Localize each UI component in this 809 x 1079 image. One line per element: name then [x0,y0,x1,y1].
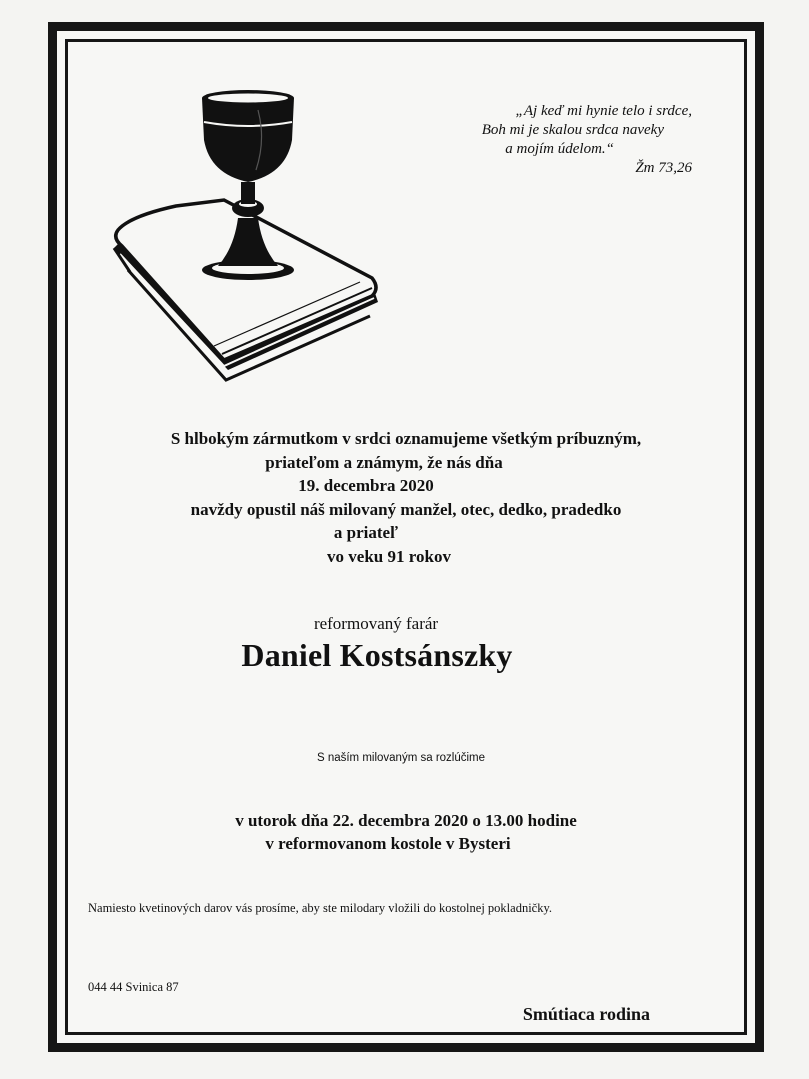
mourning-border [48,22,764,1052]
quote-reference: Žm 73,26 [635,160,692,176]
donation-note: Namiesto kvetinových darov vás prosíme, aby ste milodary vložili do kostolnej pokladničky. [88,901,553,915]
farewell-line: S naším milovaným sa rozlúčime [316,752,486,764]
announcement [68,427,744,568]
inner-border [65,39,747,1035]
deceased-name: Daniel Kostsánszky [241,637,513,673]
announcement-line: priateľom a známym, že nás dňa [265,452,503,472]
quote-line: „Aj keď mi hynie telo i srdce, [515,103,692,119]
announcement-line: navždy opustil náš milovaný manžel, otec, dedko, pradedko [190,499,622,519]
quote-line: Boh mi je skalou srdca naveky [481,122,664,138]
announcement-line: S hlbokým zármutkom v srdci oznamujeme všetkým príbuzným, [170,429,642,448]
signature: Smútiaca rodina [522,1004,650,1024]
service-datetime: v utorok dňa 22. decembra 2020 o 13.00 hodine [235,811,577,830]
chalice-on-bible-emblem [110,70,400,388]
quote-line: a mojím údelom.“ [505,141,614,157]
funeral-service [68,809,744,855]
service-location: v reformovanom kostole v Bysteri [265,834,511,853]
deceased-title: reformovaný farár [313,614,439,633]
announcement-line: a priateľ [333,523,399,542]
age-line: vo veku 91 rokov [327,546,451,566]
address: 044 44 Svinica 87 [88,980,179,994]
bible-quote [422,102,692,178]
death-date: 19. decembra 2020 [298,476,434,495]
